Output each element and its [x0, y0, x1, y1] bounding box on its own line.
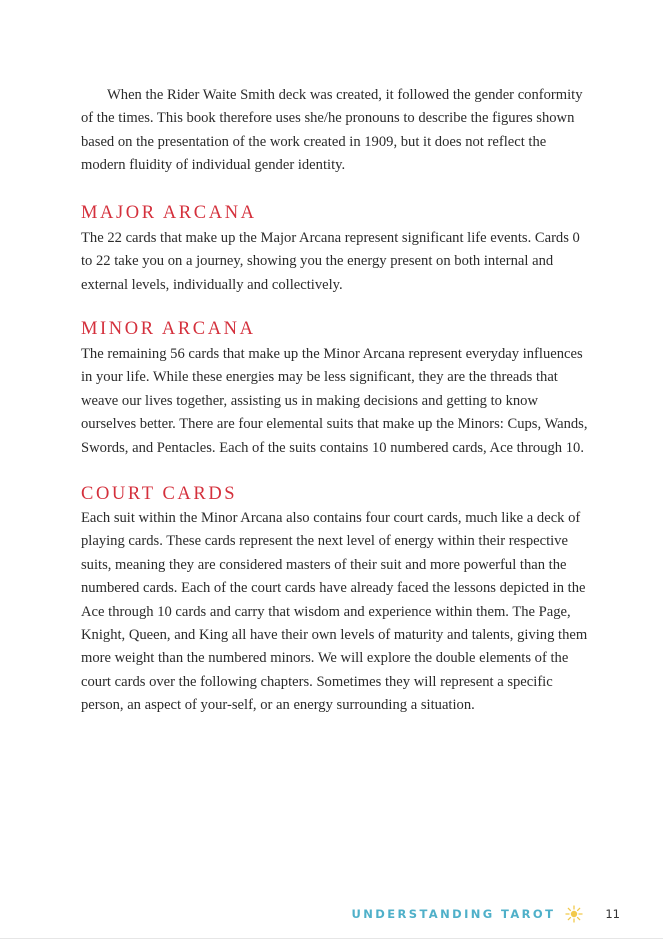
- section-heading-minor-arcana: MINOR ARCANA: [81, 319, 256, 339]
- section-body-court-cards: Each suit within the Minor Arcana also contains four court cards, much like a deck of playing cards. These cards represent the next level of energy within their respective suits, meaning they are considered masters of their suit and more powerful than the numbered cards. Each of the court cards have already faced the lessons depicted in the Ace through 10 cards and carry that wisdom and experience within them. The Page, Knight, Queen, and King all have their own levels of maturity and talents, giving them more weight than the numbered minors. We will explore the double elements of the court cards over the following chapters. Sometimes they will represent a specific person, an aspect of your-self, or an energy surrounding a situation.: [81, 510, 588, 714]
- page-number: 11: [605, 907, 620, 921]
- section-body-major-arcana: The 22 cards that make up the Major Arcana represent significant life events. Cards 0 to 22 take you on a journey, showing you the energy present on both internal and external levels, individually and collectively.: [81, 230, 580, 293]
- section-heading-major-arcana: MAJOR ARCANA: [81, 203, 257, 223]
- section-body-minor-arcana: The remaining 56 cards that make up the Minor Arcana represent everyday influences in your life. While these energies may be less significant, they are the threads that weave our lives together, assisting us in making decisions and getting to know ourselves better. There are four elemental suits that make up the Minors: Cups, Wands, Swords, and Pentacles. Each of the suits contains 10 numbered cards, Ace through 10.: [81, 346, 588, 456]
- sun-icon: [565, 905, 583, 923]
- section-heading-court-cards: COURT CARDS: [81, 484, 238, 504]
- page-footer: [352, 904, 620, 924]
- running-head: UNDERSTANDING TAROT: [351, 907, 556, 921]
- intro-paragraph: When the Rider Waite Smith deck was created, it followed the gender conformity of the times. This book therefore uses she/he pronouns to describe the figures shown based on the presentation of the work created in 1909, but it does not reflect the modern fluidity of individual gender identity.: [81, 87, 583, 174]
